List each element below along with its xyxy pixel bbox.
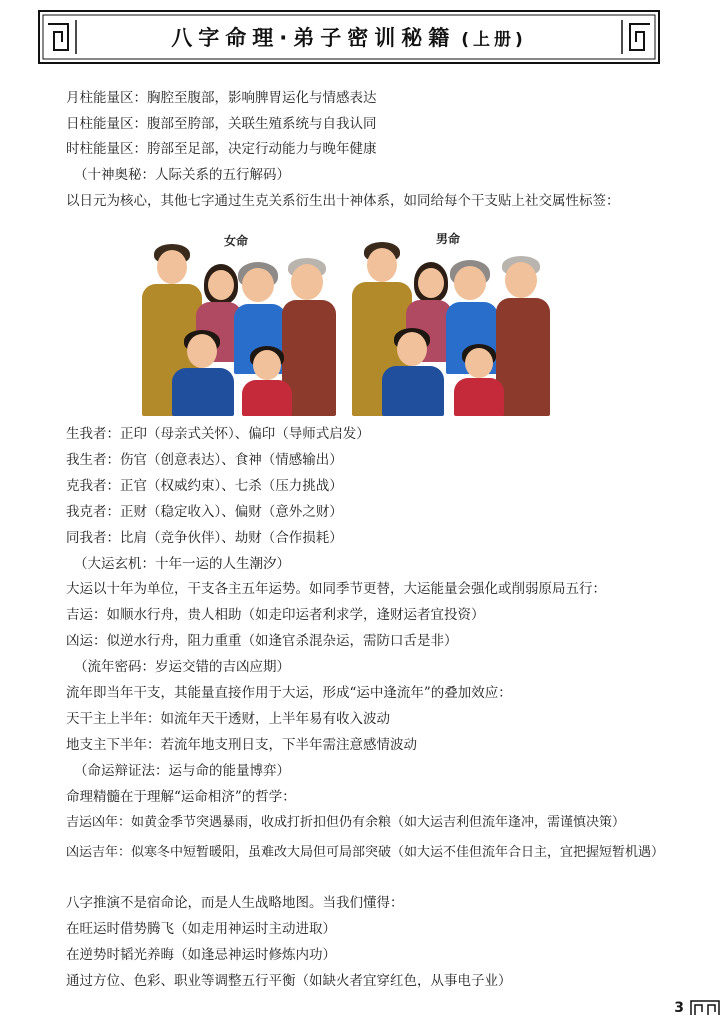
text-line: 同我者：比肩（竞争伙伴）、劫财（合作损耗） (66, 530, 343, 546)
text-line: 时柱能量区：胯部至足部，决定行动能力与晚年健康 (66, 141, 377, 157)
corner-ornament-icon (690, 1000, 720, 1016)
text-line: 命理精髓在于理解“运命相济”的哲学： (66, 789, 296, 805)
text-line: 生我者：正印（母亲式关怀）、偏印（导师式启发） (66, 426, 370, 442)
text-line: 通过方位、色彩、职业等调整五行平衡（如缺火者宜穿红色，从事电子业） (66, 973, 512, 989)
section-heading: （大运玄机：十年一运的人生潮汐） (74, 556, 290, 572)
text-line: 大运以十年为单位，干支各主五年运势。如同季节更替，大运能量会强化或削弱原局五行： (66, 581, 606, 597)
section-heading: （流年密码：岁运交错的吉凶应期） (74, 659, 290, 675)
text-line: 克我者：正官（权威约束）、七杀（压力挑战） (66, 478, 343, 494)
text-line: 八字推演不是宿命论，而是人生战略地图。当我们懂得： (66, 895, 404, 911)
text-line: 流年即当年干支，其能量直接作用于大运，形成“运中逢流年”的叠加效应： (66, 685, 512, 701)
text-line: 在逆势时韬光养晦（如逢忌神运时修炼内功） (66, 947, 336, 963)
volume-label: (上册) (461, 29, 527, 50)
text-line: 月柱能量区：胸腔至腹部，影响脾胃运化与情感表达 (66, 90, 377, 106)
page-title: 八字命理·弟子密训秘籍 (171, 26, 456, 50)
text-line: 凶运吉年：似寒冬中短暂暖阳，虽难改大局但可局部突破（如大运不佳但流年合日主，宜把握短暂机遇） (66, 845, 665, 860)
section-heading: （命运辩证法：运与命的能量博弈） (74, 763, 290, 779)
text-line: 以日元为核心，其他七字通过生克关系衍生出十神体系，如同给每个干支贴上社交属性标签： (66, 193, 620, 209)
text-line: 在旺运时借势腾飞（如走用神运时主动进取） (66, 921, 336, 937)
text-line: 我生者：伤官（创意表达）、食神（情感输出） (66, 452, 343, 468)
female-label: 女命 (224, 234, 249, 248)
female-family-illustration (142, 230, 338, 416)
male-label: 男命 (436, 232, 461, 246)
text-line: 凶运：似逆水行舟，阻力重重（如逢官杀混杂运，需防口舌是非） (66, 633, 458, 649)
text-line: 我克者：正财（稳定收入）、偏财（意外之财） (66, 504, 343, 520)
page-number: 3 (674, 1000, 684, 1016)
male-family-illustration (352, 230, 552, 416)
text-line: 地支主下半年：若流年地支刑日支，下半年需注意感情波动 (66, 737, 417, 753)
text-line: 天干主上半年：如流年天干透财，上半年易有收入波动 (66, 711, 390, 727)
text-line: 吉运凶年：如黄金季节突遇暴雨，收成打折扣但仍有余粮（如大运吉利但流年逢冲，需谨慎决策） (66, 815, 626, 830)
text-line: 吉运：如顺水行舟，贵人相助（如走印运者利求学，逢财运者宜投资） (66, 607, 485, 623)
text-line: 日柱能量区：腹部至胯部，关联生殖系统与自我认同 (66, 116, 377, 132)
section-heading: （十神奥秘：人际关系的五行解码） (74, 167, 290, 183)
